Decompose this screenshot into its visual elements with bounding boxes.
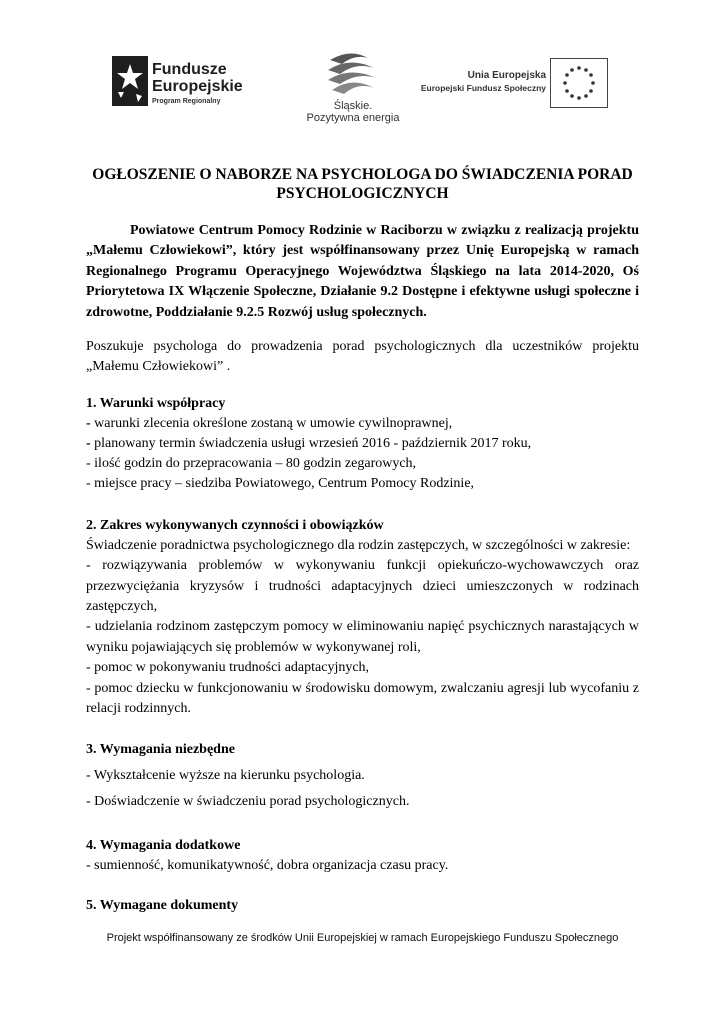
list-item: - udzielania rodzinom zastępczym pomocy w eliminowaniu napięć psychicznych narastających w wyniku pojawiających się problemów w wykonywanej roli, <box>86 619 639 655</box>
list-item: - rozwiązywania problemów w wykonywaniu funkcji opiekuńczo-wychowawczych oraz przezwyciężania kryzysów i trudności adaptacyjnych dzieci umieszczonych w rodzinach zastępczych, <box>86 558 639 615</box>
section-cooperation <box>86 394 639 494</box>
list-item: - planowany termin świadczenia usługi wrzesień 2016 - październik 2017 roku, <box>86 435 532 451</box>
logo-bar <box>0 0 725 140</box>
ue-line2: Europejski Fundusz Społeczny <box>420 83 546 93</box>
ue-line1: Unia Europejska <box>467 70 546 81</box>
slaskie-line2: Pozytywna energia <box>306 112 400 124</box>
section-required <box>86 740 639 812</box>
seeking-paragraph: Poszukuje psychologa do prowadzenia porad psychologicznych dla uczestników projektu „Małemu Człowiekowi” . <box>86 339 639 375</box>
list-item: - ilość godzin do przepracowania – 80 godzin zegarowych, <box>86 455 417 471</box>
fundusze-line1: Fundusze <box>152 61 227 78</box>
section3-heading: 3. Wymagania niezbędne <box>86 741 235 757</box>
list-item: - miejsce pracy – siedziba Powiatowego, Centrum Pomocy Rodzinie, <box>86 475 475 491</box>
fundusze-line2: Europejskie <box>152 78 243 95</box>
slaskie-line1: Śląskie. <box>333 100 373 112</box>
section4-heading: 4. Wymagania dodatkowe <box>86 837 241 853</box>
fundusze-europejskie-logo <box>112 56 262 112</box>
list-item: - Wykształcenie wyższe na kierunku psychologia. <box>86 767 365 783</box>
announcement-body <box>86 165 639 916</box>
unia-europejska-logo <box>408 58 608 110</box>
section2-lead: Świadczenie poradnictwa psychologicznego dla rodzin zastępczych, w szczególności w zakresie: <box>86 537 631 553</box>
section-documents <box>86 896 639 916</box>
fundusze-star-icon <box>112 56 148 106</box>
slaskie-wave-icon <box>320 50 386 98</box>
eu-flag-icon <box>550 58 608 108</box>
section-duties <box>86 516 639 720</box>
list-item: - sumienność, komunikatywność, dobra organizacja czasu pracy. <box>86 857 449 873</box>
list-item: - warunki zlecenia określone zostaną w umowie cywilnoprawnej, <box>86 415 453 431</box>
list-item: - pomoc w pokonywaniu trudności adaptacyjnych, <box>86 660 370 676</box>
intro-paragraph: Powiatowe Centrum Pomocy Rodzinie w Raciborzu w związku z realizacją projektu „Małemu Człowiekowi”, który jest współfinansowany przez Unię Europejską w ramach Regionalnego Programu Operacyjnego Województwa Śląskiego na lata 2014-2020, Oś Priorytetowa IX Włączenie Społeczne, Działanie 9.2 Dostępne i efektywne usługi społeczne i zdrowotne, Poddziałanie 9.2.5 Rozwój usług społecznych. <box>86 223 639 320</box>
section-additional <box>86 836 639 876</box>
list-item: - pomoc dziecku w funkcjonowaniu w środowisku domowym, zwalczaniu agresji lub wycofaniu z relacji rodzinnych. <box>86 680 639 717</box>
section2-heading: 2. Zakres wykonywanych czynności i obowiązków <box>86 517 384 533</box>
section5-heading: 5. Wymagane dokumenty <box>86 897 239 913</box>
section1-heading: 1. Warunki współpracy <box>86 395 226 411</box>
page-footer: Projekt współfinansowany ze środków Unii Europejskiej w ramach Europejskiego Funduszu Społecznego <box>106 932 619 944</box>
slaskie-logo <box>298 50 408 125</box>
fundusze-line3: Program Regionalny <box>152 98 221 105</box>
list-item: - Doświadczenie w świadczeniu porad psychologicznych. <box>86 793 410 809</box>
page-title: OGŁOSZENIE O NABORZE NA PSYCHOLOGA DO ŚWIADCZENIA PORAD PSYCHOLOGICZNYCH <box>92 166 633 202</box>
